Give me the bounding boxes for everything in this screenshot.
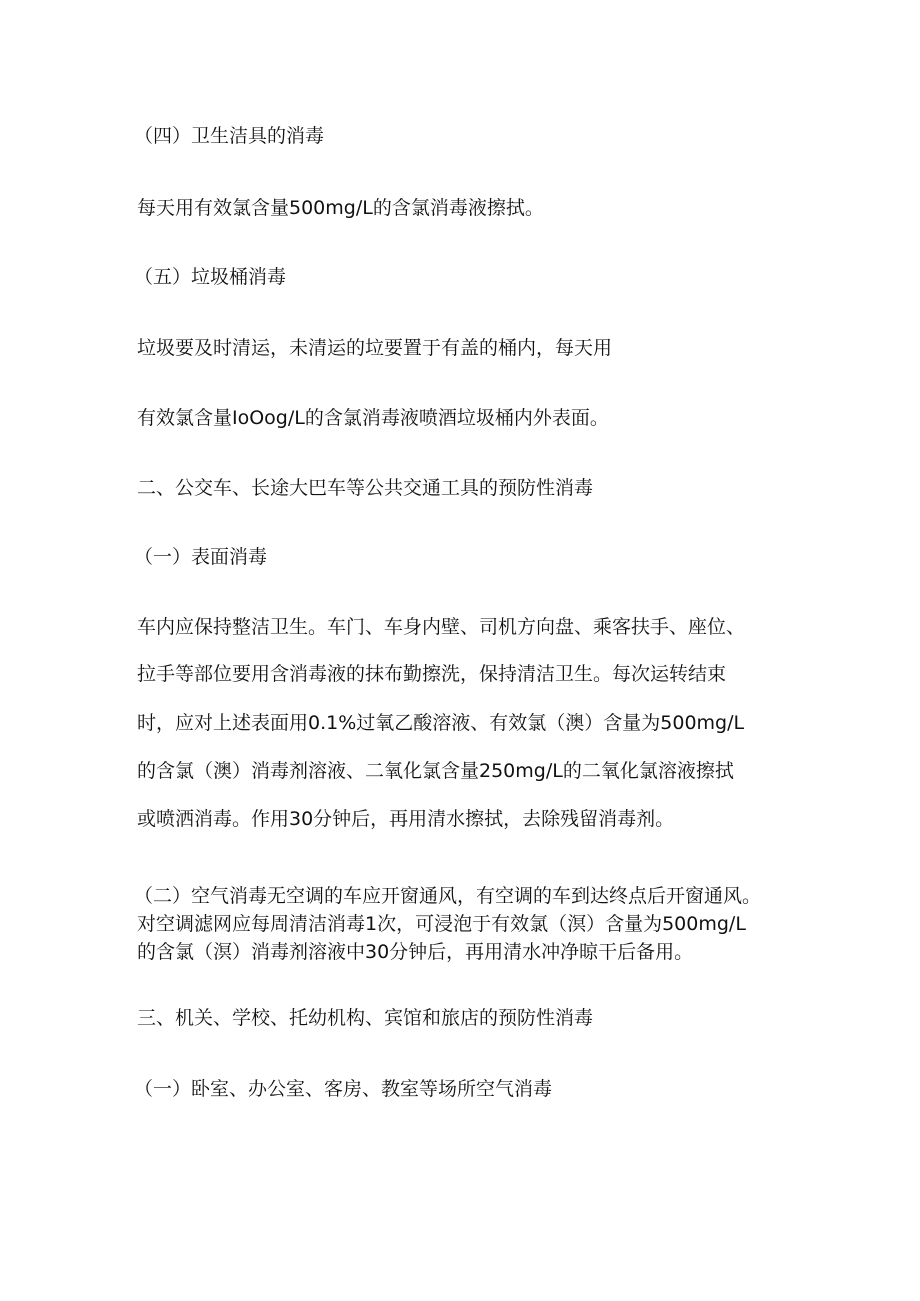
paragraph-line: 的含氯（澳）消毒剂溶液、二氧化氯含量250mg∕L的二氧化氯溶液擦拭 <box>137 760 734 782</box>
paragraph-line: 的含氯（溟）消毒剂溶液中30分钟后，再用清水冲净晾干后备用。 <box>137 941 694 963</box>
section-heading-trash-bin: （五）垃圾桶消毒 <box>134 266 287 288</box>
paragraph-line: 垃圾要及时清运，未清运的垃要置于有盖的桶内，每天用 <box>137 337 613 359</box>
paragraph-line: 或喷洒消毒。作用30分钟后，再用清水擦拭，去除残留消毒剂。 <box>137 808 675 830</box>
section-heading-institutions: 三、机关、学校、托幼机构、宾馆和旅店的预防性消毒 <box>137 1007 594 1029</box>
paragraph-line: 时，应对上述表面用0.1%过氧乙酸溶液、有效氯（澳）含量为500mg∕L <box>137 712 745 734</box>
paragraph-line: 每天用有效氯含量500mg∕L的含氯消毒液擦拭。 <box>137 197 544 219</box>
subsection-heading-room-air: （一）卧室、办公室、客房、教室等场所空气消毒 <box>134 1078 553 1100</box>
subsection-heading-surface: （一）表面消毒 <box>134 546 268 568</box>
section-heading-sanitary-ware: （四）卫生洁具的消毒 <box>134 125 325 147</box>
paragraph-line: 车内应保持整洁卫生。车门、车身内壁、司机方向盘、乘客扶手、座位、 <box>137 616 746 638</box>
paragraph-line: 有效氯含量IoOog/L的含氯消毒液喷酒垃圾桶内外表面。 <box>137 407 609 429</box>
subsection-heading-air: （二）空气消毒无空调的车应开窗通风，有空调的车到达终点后开窗通风。 <box>134 885 762 907</box>
paragraph-line: 拉手等部位要用含消毒液的抹布勤擦洗，保持清洁卫生。每次运转结束 <box>137 663 727 685</box>
paragraph-line: 对空调滤网应每周清洁消毒1次，可浸泡于有效氯（溟）含量为500mg∕L <box>137 913 746 935</box>
section-heading-public-transport: 二、公交车、长途大巴车等公共交通工具的预防性消毒 <box>137 477 594 499</box>
